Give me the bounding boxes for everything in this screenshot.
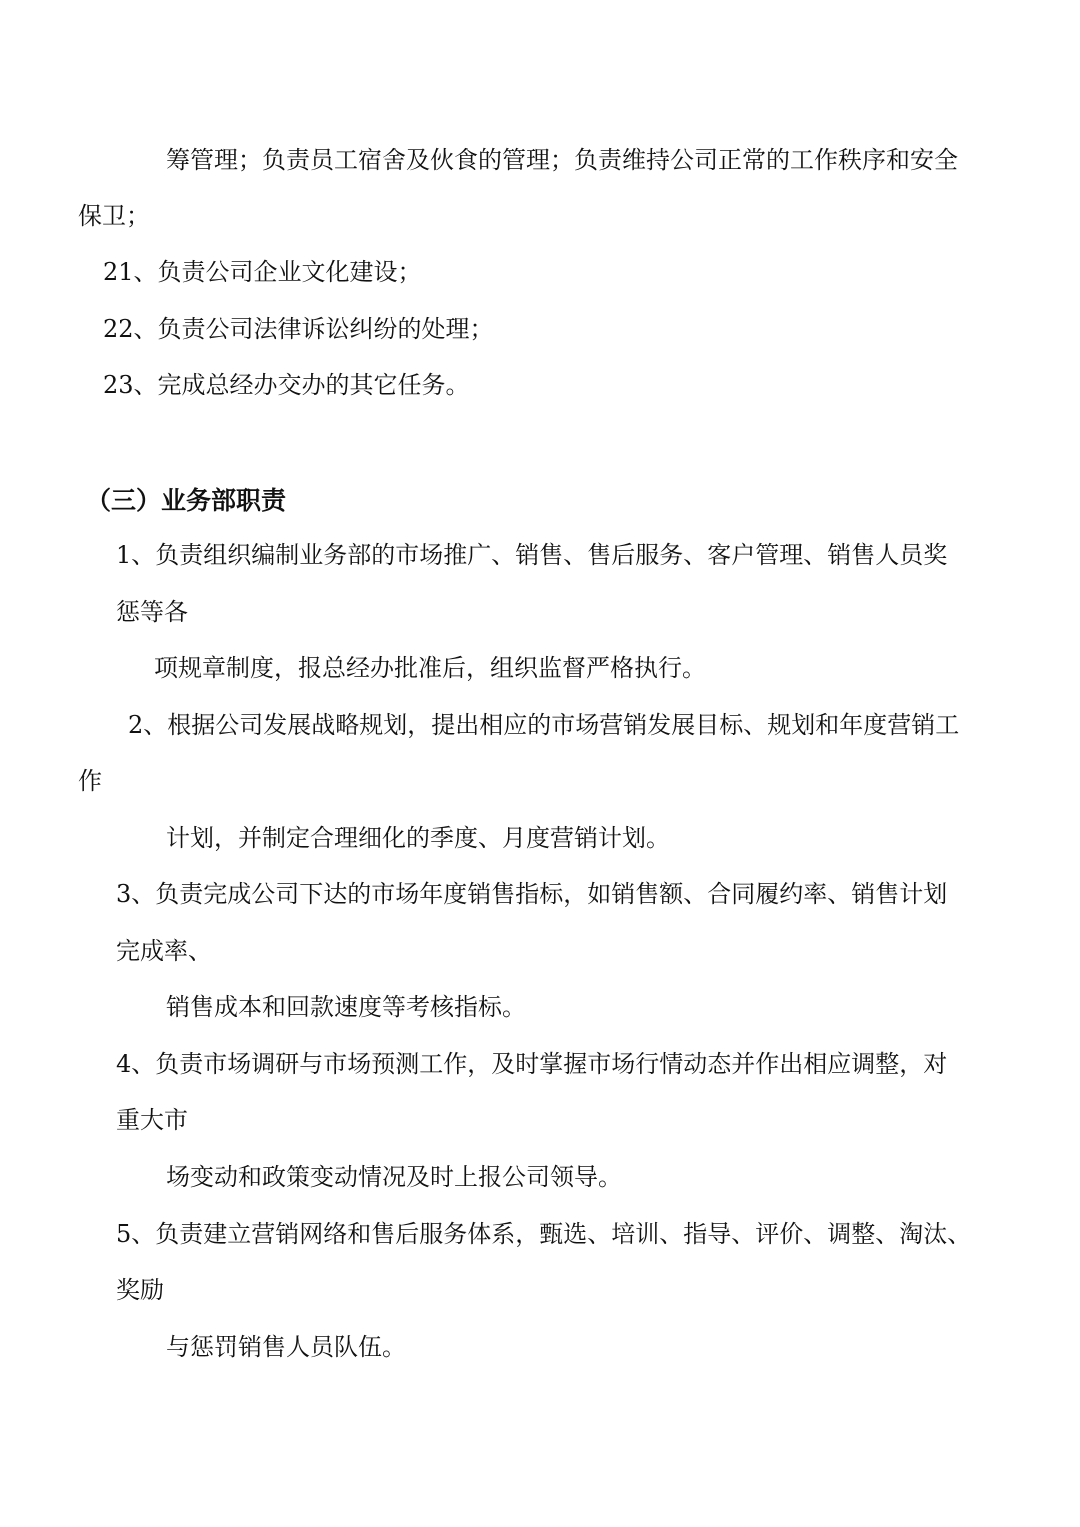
item-2-line-2: 作	[78, 767, 102, 795]
item-5-line-1: 5、负责建立营销网络和售后服务体系，甄选、培训、指导、评价、调整、淘汰、	[116, 1220, 972, 1248]
item-23: 23、完成总经办交办的其它任务。	[103, 371, 470, 399]
item-4-line-3: 场变动和政策变动情况及时上报公司领导。	[166, 1163, 622, 1191]
item-2-line-3: 计划，并制定合理细化的季度、月度营销计划。	[166, 824, 670, 852]
item-22: 22、负责公司法律诉讼纠纷的处理；	[103, 315, 494, 343]
item-5-line-3: 与惩罚销售人员队伍。	[166, 1333, 406, 1361]
item-2-line-1: 2、根据公司发展战略规划，提出相应的市场营销发展目标、规划和年度营销工	[128, 711, 960, 739]
item-20-line-2: 保卫；	[78, 202, 150, 230]
item-1-line-3: 项规章制度，报总经办批准后，组织监督严格执行。	[154, 654, 706, 682]
section-heading: （三）业务部职责	[86, 486, 287, 515]
item-3-line-2: 完成率、	[116, 937, 212, 965]
item-4-line-1: 4、负责市场调研与市场预测工作，及时掌握市场行情动态并作出相应调整，对	[116, 1050, 948, 1078]
item-3-line-3: 销售成本和回款速度等考核指标。	[166, 993, 526, 1021]
item-1-line-2: 惩等各	[116, 598, 188, 626]
item-21: 21、负责公司企业文化建设；	[103, 258, 422, 286]
item-5-line-2: 奖励	[116, 1276, 164, 1304]
item-20-line-1: 筹管理；负责员工宿舍及伙食的管理；负责维持公司正常的工作秩序和安全	[166, 146, 958, 174]
item-3-line-1: 3、负责完成公司下达的市场年度销售指标，如销售额、合同履约率、销售计划	[116, 880, 948, 908]
item-4-line-2: 重大市	[116, 1106, 188, 1134]
item-1-line-1: 1、负责组织编制业务部的市场推广、销售、售后服务、客户管理、销售人员奖	[116, 541, 948, 569]
